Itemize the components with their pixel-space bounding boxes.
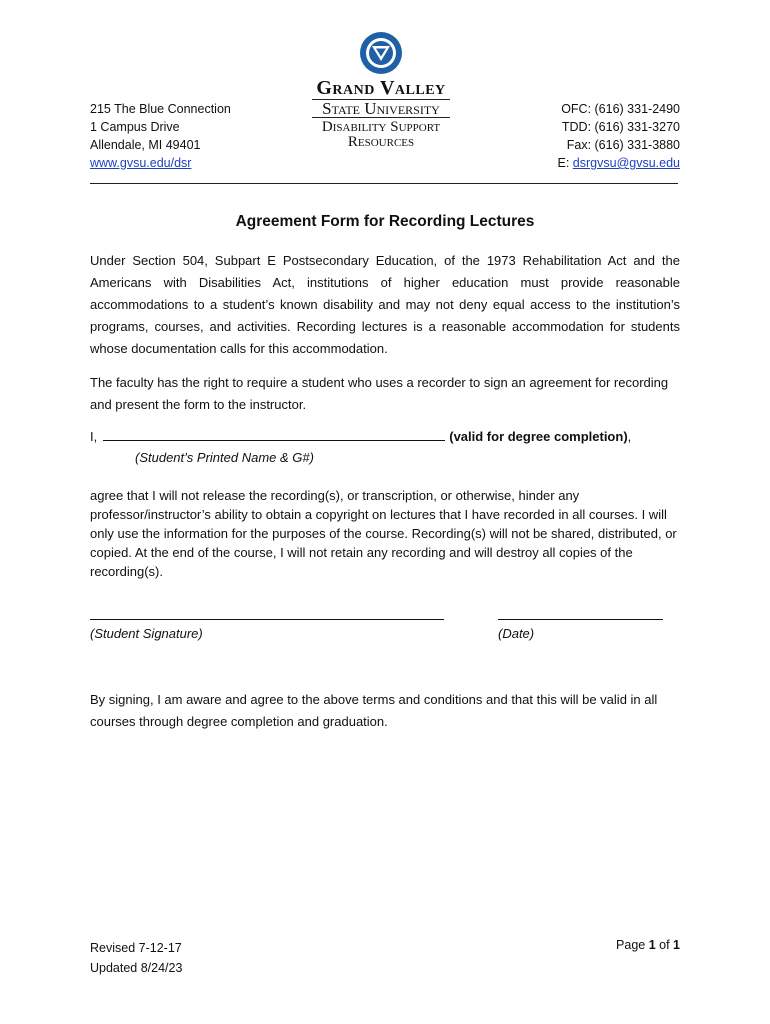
logo-line-4: Resources <box>347 134 415 150</box>
student-name-line <box>90 428 631 444</box>
office-address <box>90 100 231 172</box>
student-name-hint: (Student’s Printed Name & G#) <box>135 450 314 465</box>
gvsu-logo <box>306 30 456 150</box>
revision-info <box>90 938 182 978</box>
page-prefix: Page <box>616 938 649 952</box>
revised-date: Revised 7-12-17 <box>90 941 182 955</box>
page-total: 1 <box>673 938 680 952</box>
fax-number: Fax: (616) 331-3880 <box>566 138 680 152</box>
page-number <box>616 938 680 952</box>
closing-paragraph: By signing, I am aware and agree to the above terms and conditions and that this will be valid in all courses through degree completion and graduation. <box>90 692 658 729</box>
logo-line-2: State University <box>312 99 450 118</box>
gvsu-emblem-icon <box>357 30 405 76</box>
agreement-paragraph: agree that I will not release the recording(s), or transcription, or otherwise, hinder any professor/instructor’s ability to obtain a copyright on lectures that I have recorded in all courses. I will only use the information for the purposes of the course. Recording(s) will not be shared, distributed, or copied. At the end of the course, I will not retain any recording and will destroy all copies of the recording(s). <box>90 488 677 579</box>
student-signature-field[interactable] <box>90 619 444 620</box>
header-divider <box>90 183 678 184</box>
email-prefix: E: <box>557 156 573 170</box>
office-phone: OFC: (616) 331-2490 <box>561 102 680 116</box>
tdd-phone: TDD: (616) 331-3270 <box>561 120 680 134</box>
address-line-2: 1 Campus Drive <box>90 120 180 134</box>
student-name-field[interactable] <box>103 428 445 441</box>
validity-suffix: , <box>627 429 632 444</box>
updated-date: Updated 8/24/23 <box>90 961 183 975</box>
i-prefix: I, <box>90 429 98 444</box>
email-link[interactable]: dsrgvsu@gvsu.edu <box>572 156 680 170</box>
logo-line-1: Grand Valley <box>316 77 446 99</box>
website-link[interactable]: www.gvsu.edu/dsr <box>90 156 192 170</box>
logo-line-3: Disability Support <box>321 119 441 135</box>
faculty-right-paragraph: The faculty has the right to require a student who uses a recorder to sign an agreement for recording and present the form to the instructor. <box>90 375 669 412</box>
address-line-1: 215 The Blue Connection <box>90 102 231 116</box>
form-title: Agreement Form for Recording Lectures <box>235 213 535 230</box>
address-line-3: Allendale, MI 49401 <box>90 138 201 152</box>
email-line <box>558 154 681 172</box>
validity-note: (valid for degree completion) <box>449 429 628 444</box>
intro-paragraph: Under Section 504, Subpart E Postsecondary Education, of the 1973 Rehabilitation Act and the Americans with Disabilities Act, institutions of higher education must provide reasonable accommodations to a student’s known disability and may not deny equal access to the institution’s programs, courses, and activities. Recording lectures is a reasonable accommodation for students whose documentation calls for this accommodation. <box>90 253 680 356</box>
date-field[interactable] <box>498 619 663 620</box>
signature-label: (Student Signature) <box>90 626 203 641</box>
page-current: 1 <box>648 938 656 952</box>
contact-info <box>558 100 681 172</box>
date-label: (Date) <box>498 626 535 641</box>
page-of: of <box>655 938 674 952</box>
